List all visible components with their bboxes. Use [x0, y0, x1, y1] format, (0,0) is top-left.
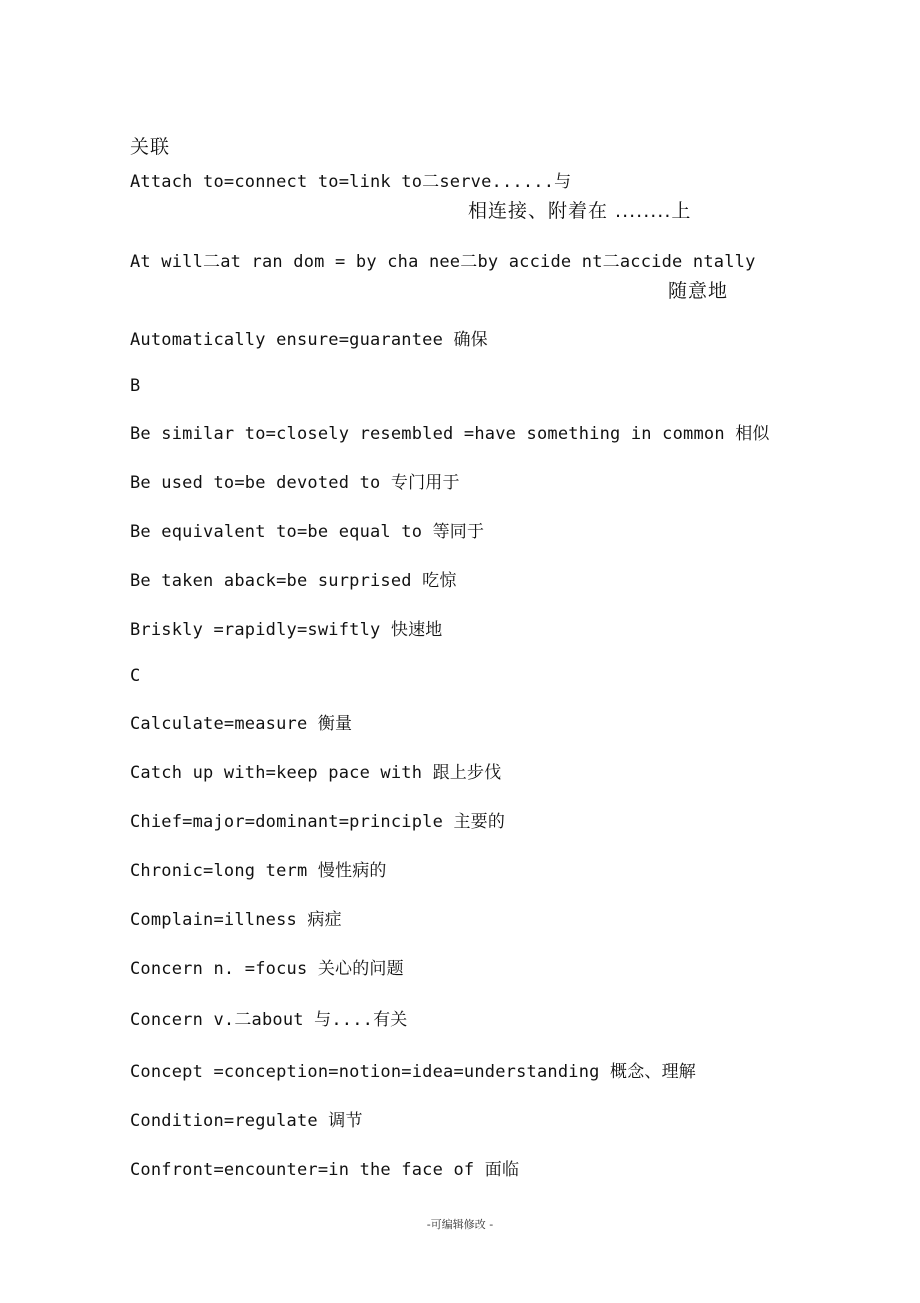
- entry-attach-to-translation: 相连接、附着在 ........上: [468, 200, 692, 222]
- entry-concern-noun: Concern n. =focus 关心的问题: [130, 959, 404, 979]
- entry-be-equivalent-to: Be equivalent to=be equal to 等同于: [130, 522, 485, 542]
- page-footer: -可编辑修改 -: [426, 1218, 494, 1231]
- entry-chronic: Chronic=long term 慢性病的: [130, 861, 387, 881]
- entry-catch-up-with: Catch up with=keep pace with 跟上步伐: [130, 763, 502, 783]
- entry-be-used-to: Be used to=be devoted to 专门用于: [130, 473, 460, 493]
- entry-condition: Condition=regulate 调节: [130, 1111, 363, 1131]
- entry-at-will: At will二at ran dom = by cha nee二by accide nt二accide ntally: [130, 252, 756, 272]
- entry-concept: Concept =conception=notion=idea=understanding 概念、理解: [130, 1062, 697, 1082]
- entry-ensure: Automatically ensure=guarantee 确保: [130, 330, 488, 350]
- entry-chief: Chief=major=dominant=principle 主要的: [130, 812, 506, 832]
- entry-concern-verb: Concern v.二about 与....有关: [130, 1010, 408, 1030]
- entry-heading-guanlian: 关联: [130, 136, 171, 158]
- entry-be-similar-to: Be similar to=closely resembled =have something in common 相似: [130, 424, 770, 444]
- entry-attach-to: Attach to=connect to=link to二serve......与: [130, 172, 572, 192]
- entry-at-will-translation: 随意地: [668, 280, 729, 302]
- entry-calculate: Calculate=measure 衡量: [130, 714, 353, 734]
- entry-be-taken-aback: Be taken aback=be surprised 吃惊: [130, 571, 457, 591]
- section-letter-b: B: [130, 376, 141, 396]
- entry-confront: Confront=encounter=in the face of 面临: [130, 1160, 520, 1180]
- section-letter-c: C: [130, 666, 141, 686]
- entry-complain: Complain=illness 病症: [130, 910, 342, 930]
- entry-briskly: Briskly =rapidly=swiftly 快速地: [130, 620, 443, 640]
